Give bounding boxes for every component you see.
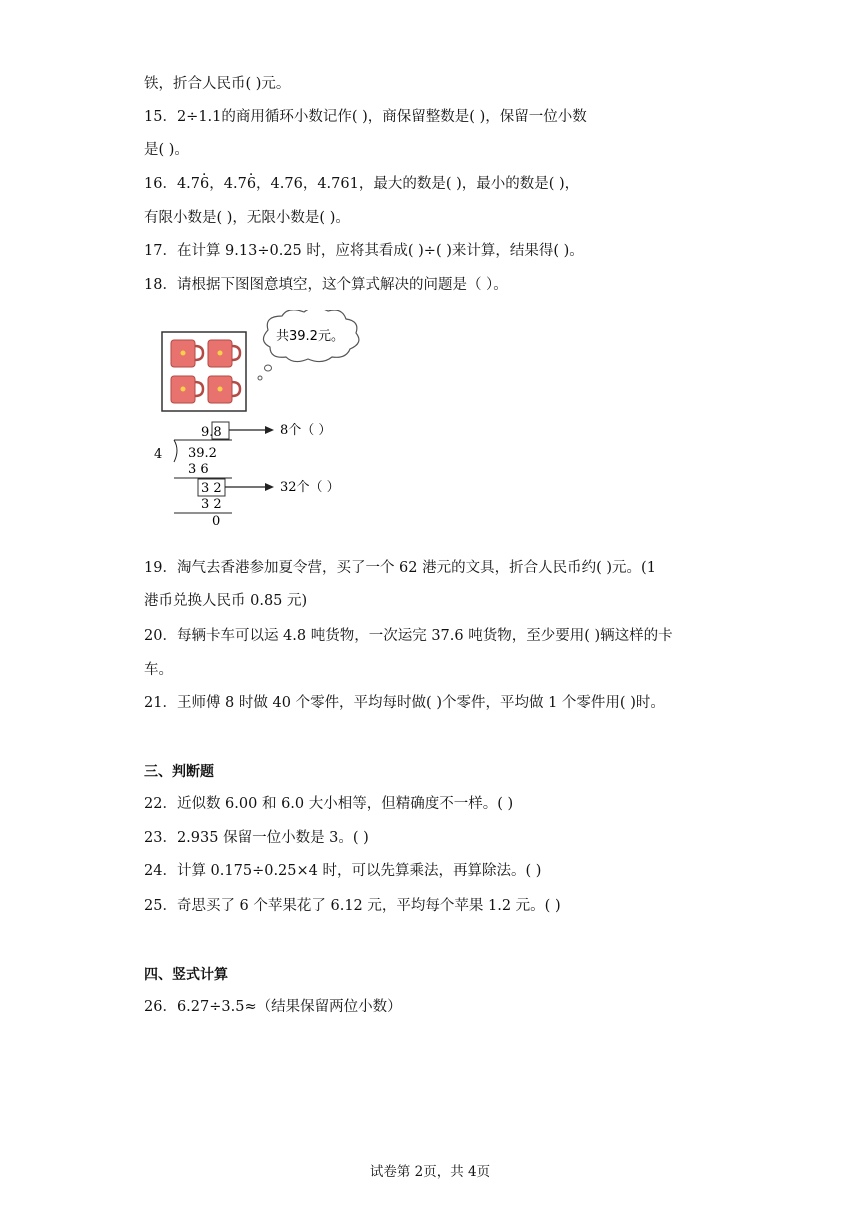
q16-num2: 4.76 · xyxy=(224,176,256,192)
question-20: 20．每辆卡车可以运 4.8 吨货物，一次运完 37.6 吨货物，至少要用( )辆这样的卡 xyxy=(144,628,673,644)
division-bracket xyxy=(174,440,177,462)
step-1: 3 6 xyxy=(188,462,209,477)
question-18: 18．请根据下图图意填空，这个算式解决的问题是（ ）。 xyxy=(144,277,508,293)
dividend: 39.2 xyxy=(188,446,217,461)
section-3-heading: 三、判断题 xyxy=(144,764,214,780)
arrow-label-2: 32个（ ） xyxy=(280,480,340,495)
q16-num1: 4.76 · xyxy=(177,176,209,192)
arrow-head-icon xyxy=(265,426,274,434)
q16-prefix: 16． xyxy=(144,176,177,192)
section-4-heading: 四、竖式计算 xyxy=(144,967,228,983)
thought-bubble xyxy=(258,310,359,380)
question-16 xyxy=(144,174,579,194)
q14-continuation: 铁，折合人民币( )元。 xyxy=(144,76,291,92)
arrow-head-icon xyxy=(265,483,274,491)
q16-rest: ，4.76，4.761，最大的数是( )，最小的数是( )， xyxy=(256,176,580,192)
question-25: 25．奇思买了 6 个苹果花了 6.12 元，平均每个苹果 1.2 元。( ) xyxy=(144,898,561,914)
question-15: 15．2÷1.1的商用循环小数记作( )，商保留整数是( )，保留一位小数 xyxy=(144,109,587,125)
step-2: 3 2 xyxy=(201,481,222,496)
question-22: 22．近似数 6.00 和 6.0 大小相等，但精确度不一样。( ) xyxy=(144,796,514,812)
divisor: 4 xyxy=(154,447,163,462)
page-footer: 试卷第 2页，共 4页 xyxy=(369,1164,491,1180)
q16-sep: ， xyxy=(209,176,224,192)
division-figure xyxy=(140,310,380,535)
step-3: 3 2 xyxy=(201,497,222,512)
question-19: 19．淘气去香港参加夏令营，买了一个 62 港元的文具，折合人民币约( )元。(1 xyxy=(144,560,656,576)
quotient: 9.8 xyxy=(201,425,222,440)
question-15-continuation: 是( )。 xyxy=(144,142,189,158)
question-23: 23．2.935 保留一位小数是 3。( ) xyxy=(144,830,369,846)
question-17: 17．在计算 9.13÷0.25 时，应将其看成( )÷( )来计算，结果得( )。 xyxy=(144,243,584,259)
question-21: 21．王师傅 8 时做 40 个零件，平均每时做( )个零件，平均做 1 个零件用( )时。 xyxy=(144,695,665,711)
question-24: 24．计算 0.175÷0.25×4 时，可以先算乘法，再算除法。( ) xyxy=(144,863,542,879)
arrow-label-1: 8个（ ） xyxy=(280,423,332,438)
question-19-continuation: 港币兑换人民币 0.85 元) xyxy=(144,593,308,609)
remainder: 0 xyxy=(212,514,221,529)
bubble-text: 共39.2元。 xyxy=(276,329,344,344)
question-26: 26．6.27÷3.5≈（结果保留两位小数） xyxy=(144,999,402,1015)
question-20-continuation: 车。 xyxy=(144,662,173,678)
question-16-continuation: 有限小数是( )，无限小数是( )。 xyxy=(144,210,350,226)
